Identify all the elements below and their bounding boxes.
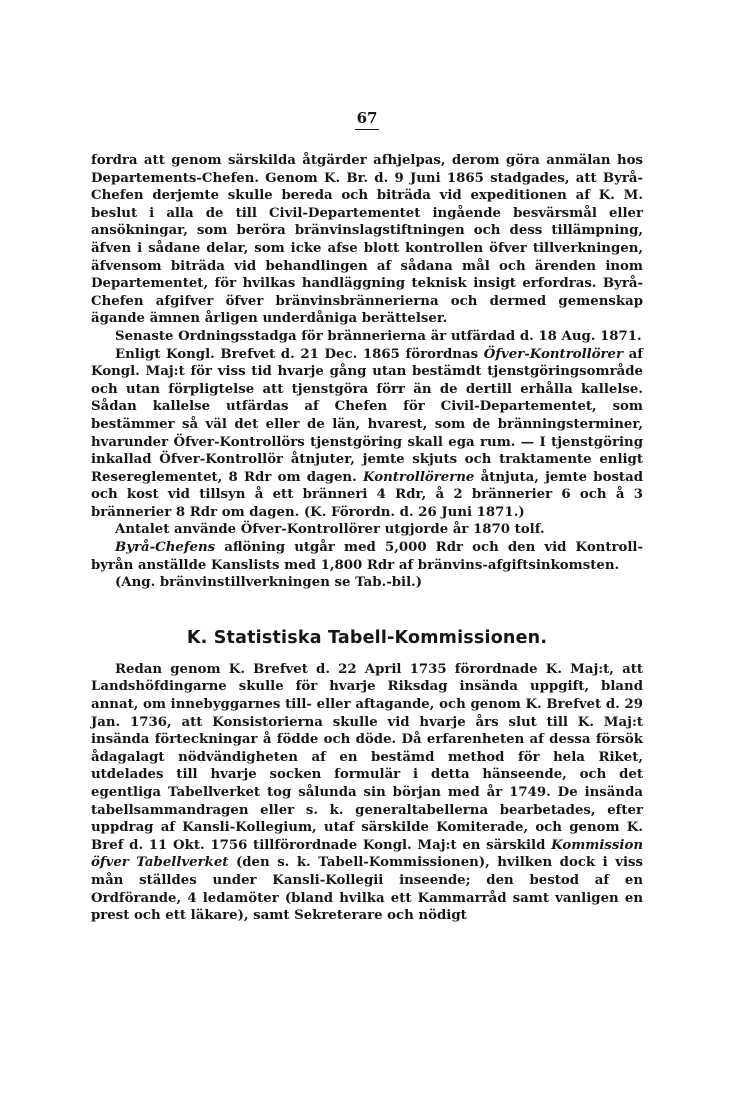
paragraph	[91, 661, 643, 925]
section-heading: K. Statistiska Tabell-Kommissionen.	[186, 627, 548, 648]
page-number-text: 67	[355, 108, 380, 130]
paragraph	[91, 539, 643, 574]
body-text-bottom	[91, 661, 643, 925]
paragraph	[91, 521, 643, 539]
italic-term: Kontrollörerne	[362, 469, 475, 485]
paragraph	[91, 346, 643, 522]
text-run: Redan genom K. Brefvet d. 22 April 1735 förordnade K. Maj:t, att Landshöfdingarne skulle för hvarje Riksdag insända uppgift, bland annat, om innebyggarnes till- eller aftagande, och genom K. Brefvet d. 29 Jan. 1736, att Konsistorierna skulle vid hvarje års slut till K. Maj:t insända förteckningar å födde och döde. Då erfarenheten af dessa försök ådagalagt nödvändigheten af en bestämd method för hela Riket, utdelades till hvarje socken formulär i detta hänseende, och det egentliga Tabellverket tog sålunda sin början med år 1749. De insända tabellsammandragen eller s. k. generaltabellerna bearbetades, efter uppdrag af Kansli-Kollegium, utaf särskilde Komiterade, och genom K. Bref d. 11 Okt. 1756 tillförordnade Kongl. Maj:t en särskild	[91, 661, 643, 853]
text-run: af Kongl. Maj:t för viss tid hvarje gång utan bestämdt tjenstgöringsområde och utan förpligtelse att tjenstgöra förr än de dertill erhålla kallelse. Sådan kallelse utfärdas af Chefen för Civil-Departementet, som bestämmer så väl det eller de län, hvarest, som de bränningsterminer, hvarunder Öfver-Kontrollörs tjenstgöring skall ega rum. — I tjenstgöring inkallad Öfver-Kontrollör åtnjuter, jemte skjuts och traktamente enligt Resereglementet, 8 Rdr om dagen.	[91, 346, 643, 485]
paragraph	[91, 152, 643, 328]
document-page	[91, 108, 643, 925]
text-run: (Ang. bränvinstillverkningen se Tab.-bil.)	[115, 575, 423, 591]
body-text-top	[91, 152, 643, 592]
text-run: åtnjuta, jemte bostad och kost vid tillsyn å ett bränneri 4 Rdr, å 2 brännerier 6 och å 3 brännerier 8 Rdr om dagen. (K. Förordn. d. 26 Juni 1871.)	[91, 469, 643, 520]
text-run: (den s. k. Tabell-Kommissionen), hvilken dock i viss mån ställdes under Kansli-Kollegii inseende; den bestod af en Ordförande, 4 ledamöter (bland hvilka ett Kammarråd samt vanligen en prest och ett läkare), samt Sekreterare och nödigt	[91, 855, 643, 924]
text-run: Senaste Ordningsstadga för brännerierna är utfärdad d. 18 Aug. 1871.	[115, 328, 642, 344]
text-run: aflöning utgår med 5,000 Rdr och den vid Kontroll-byrån anställde Kanslists med 1,800 Rdr af bränvins-afgiftsinkomsten.	[91, 540, 643, 573]
italic-term: Öfver-Kontrollörer	[483, 346, 624, 362]
paragraph	[91, 574, 643, 592]
text-run: Enligt Kongl. Brefvet d. 21 Dec. 1865 förordnas	[115, 346, 484, 362]
italic-term: Byrå-Chefens	[115, 540, 216, 556]
paragraph	[91, 328, 643, 346]
italic-term: Kommission öfver Tabellverket	[91, 837, 643, 871]
page-number	[91, 108, 643, 132]
text-run: Antalet använde Öfver-Kontrollörer utgjorde år 1870 tolf.	[115, 522, 545, 538]
text-run: fordra att genom särskilda åtgärder afhjelpas, derom göra anmälan hos Departements-Chefen. Genom K. Br. d. 9 Juni 1865 stadgades, att Byrå-Chefen derjemte skulle bereda och biträda vid expeditionen af K. M. beslut i alla de till Civil-Departementet ingående besvärsmål eller ansökningar, som beröra bränvinslagstiftningen och dess tillämpning, äfven i sådane delar, som icke afse blott kontrollen öfver tillverkningen, äfvensom biträda vid behandlingen af sådana mål och ärenden inom Departementet, för hvilkas handläggning teknisk insigt erfordras. Byrå-Chefen afgifver öfver bränvinsbrännerierna och dermed gemenskap ägande ämnen årligen underdåniga berättelser.	[91, 153, 643, 327]
